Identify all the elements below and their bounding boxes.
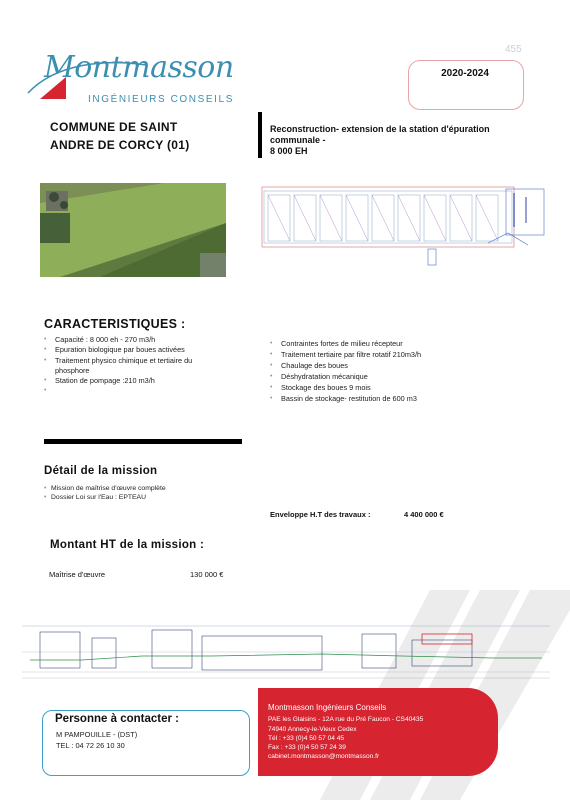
- contact-title: Personne à contacter :: [55, 713, 179, 725]
- contact-name: M PAMPOUILLE - (DST): [56, 730, 138, 739]
- commune-line-1: COMMUNE DE SAINT: [50, 120, 178, 134]
- contact-phone: TEL : 04 72 26 10 30: [56, 741, 125, 750]
- mission-list: [44, 484, 264, 502]
- company-name: Montmasson Ingénieurs Conseils: [268, 703, 387, 712]
- montant-title: Montant HT de la mission :: [50, 539, 205, 551]
- site-plan: [258, 183, 548, 273]
- enveloppe-label: Enveloppe H.T des travaux :: [270, 510, 371, 519]
- section-divider: [44, 439, 242, 444]
- project-line-3: 8 000 EH: [270, 146, 308, 156]
- company-phone: Tél : +33 (0)4 50 57 04 45: [268, 735, 345, 742]
- list-item: • Traitement physico chimique et tertiaire du phosphore: [44, 356, 224, 377]
- caracteristiques-list-right: [270, 338, 500, 405]
- aerial-photo: [40, 183, 226, 277]
- commune-line-2: ANDRE DE CORCY (01): [50, 138, 190, 152]
- list-item: • Station de pompage :210 m3/h: [44, 376, 224, 386]
- period-label: 2020-2024: [441, 68, 489, 79]
- list-item: • Mission de maîtrise d'œuvre complète: [44, 484, 264, 493]
- list-item: • Chaulage des boues: [270, 360, 500, 371]
- company-address-line-1: PAE les Glaisins - 12A rue du Pré Faucon - CS40435: [268, 716, 424, 723]
- list-item: • Stockage des boues 9 mois: [270, 382, 500, 393]
- list-item: • Contraintes fortes de milieu récepteur: [270, 338, 500, 349]
- company-email: cabinet.montmasson@montmasson.fr: [268, 753, 380, 760]
- hydraulic-profile: [22, 612, 550, 684]
- commune-name: [50, 118, 190, 154]
- list-item: • Capacité : 8 000 eh - 270 m3/h: [44, 335, 224, 345]
- list-item: • Traitement tertiaire par filtre rotatif 210m3/h: [270, 349, 500, 360]
- enveloppe-value: 4 400 000 €: [404, 510, 444, 519]
- maitrise-oeuvre-value: 130 000 €: [190, 570, 224, 579]
- list-item: • Bassin de stockage- restitution de 600 m3: [270, 393, 500, 404]
- list-item: • Déshydratation mécanique: [270, 371, 500, 382]
- list-item: • Dossier Loi sur l'Eau : EPTEAU: [44, 493, 264, 502]
- mission-title: Détail de la mission: [44, 465, 158, 477]
- caracteristiques-list-left: [44, 335, 224, 386]
- company-address-line-2: 74940 Annecy-le-Vieux Cedex: [268, 726, 357, 733]
- list-item: • Epuration biologique par boues activées: [44, 345, 224, 355]
- project-title: [270, 124, 520, 157]
- page-number: 455: [505, 44, 522, 55]
- caracteristiques-title: CARACTERISTIQUES :: [44, 317, 186, 331]
- title-divider: [258, 112, 262, 158]
- maitrise-oeuvre-label: Maîtrise d'œuvre: [49, 570, 106, 579]
- logo-subtitle: INGÉNIEURS CONSEILS: [88, 94, 234, 105]
- project-line-2: communale -: [270, 135, 326, 145]
- logo-wordmark: Montmasson: [44, 50, 234, 85]
- company-fax: Fax : +33 (0)4 50 57 24 39: [268, 744, 346, 751]
- project-line-1: Reconstruction- extension de la station d'épuration: [270, 124, 490, 134]
